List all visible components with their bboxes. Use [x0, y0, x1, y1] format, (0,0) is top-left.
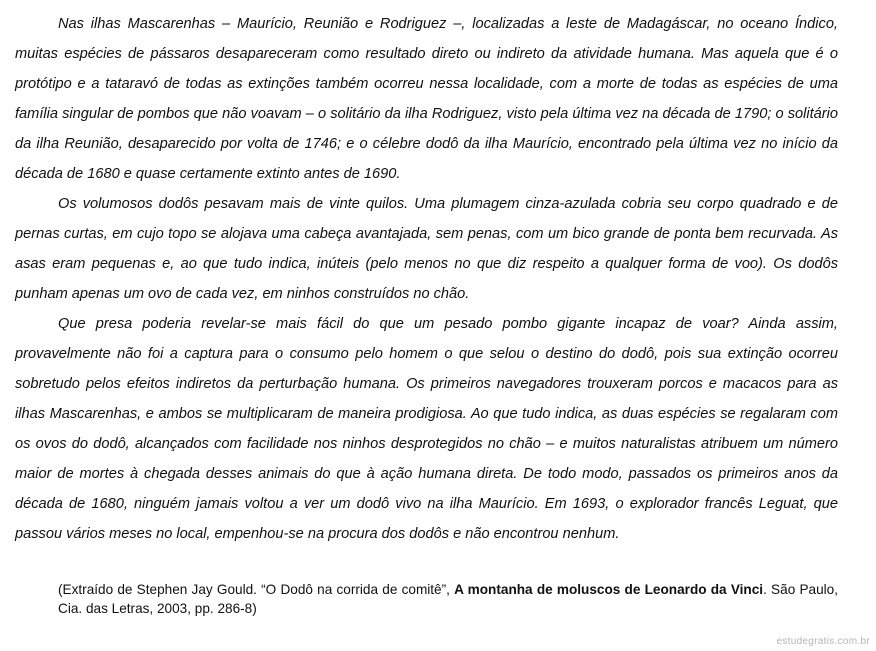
citation-prefix: (Extraído de Stephen Jay Gould. “O Dodô na corrida de comitê”, [58, 582, 455, 597]
citation-suffix: . São Paulo, Cia. das Letras, 2003, pp. 286-8) [58, 582, 839, 616]
paragraph-2: Os volumosos dodôs pesavam mais de vinte quilos. Uma plumagem cinza-azulada cobria seu corpo quadrado e de pernas curtas, em cujo topo se alojava uma cabeça avantajada, sem penas, com um bico grande de ponta bem recurvada. As asas eram pequenas e, ao que tudo indica, inúteis (pelo menos no que diz respeito a qualquer forma de voo). Os dodôs punham apenas um ovo de cada vez, em ninhos construídos no chão. [15, 196, 838, 302]
paragraph-1: Nas ilhas Mascarenhas – Maurício, Reunião e Rodriguez –, localizadas a leste de Madagáscar, no oceano Índico, muitas espécies de pássaros desapareceram como resultado direto ou indireto da atividade humana. Mas aquela que é o protótipo e a tataravó de todas as extinções também ocorreu nessa localidade, com a morte de todas as espécies de uma família singular de pombos que não voavam – o solitário da ilha Rodriguez, visto pela última vez na década de 1790; o solitário da ilha Reunião, desaparecido por volta de 1746; e o célebre dodô da ilha Maurício, encontrado pela última vez no início da década de 1680 e quase certamente extinto antes de 1690. [15, 16, 838, 182]
source-citation [58, 580, 838, 618]
paragraph-3: Que presa poderia revelar-se mais fácil do que um pesado pombo gigante incapaz de voar? Ainda assim, provavelmente não foi a captura para o consumo pelo homem o que selou o destino do dodô, pois sua extinção ocorreu sobretudo pelos efeitos indiretos da perturbação humana. Os primeiros navegadores trouxeram porcos e macacos para as ilhas Mascarenhas, e ambos se multiplicaram de maneira prodigiosa. Ao que tudo indica, as duas espécies se regalaram com os ovos do dodô, alcançados com facilidade nos ninhos desprotegidos no chão – e muitos naturalistas atribuem um número maior de mortes à chegada desses animais do que à ação humana direta. De todo modo, passados os primeiros anos da década de 1680, ninguém jamais voltou a ver um dodô vivo na ilha Maurício. Em 1693, o explorador francês Leguat, que passou vários meses no local, empenhou-se na procura dos dodôs e não encontrou nenhum. [15, 316, 838, 542]
article-text [15, 9, 838, 549]
book-title: A montanha de moluscos de Leonardo da Vinci [454, 582, 764, 597]
watermark: estudegratis.com.br [776, 636, 870, 647]
